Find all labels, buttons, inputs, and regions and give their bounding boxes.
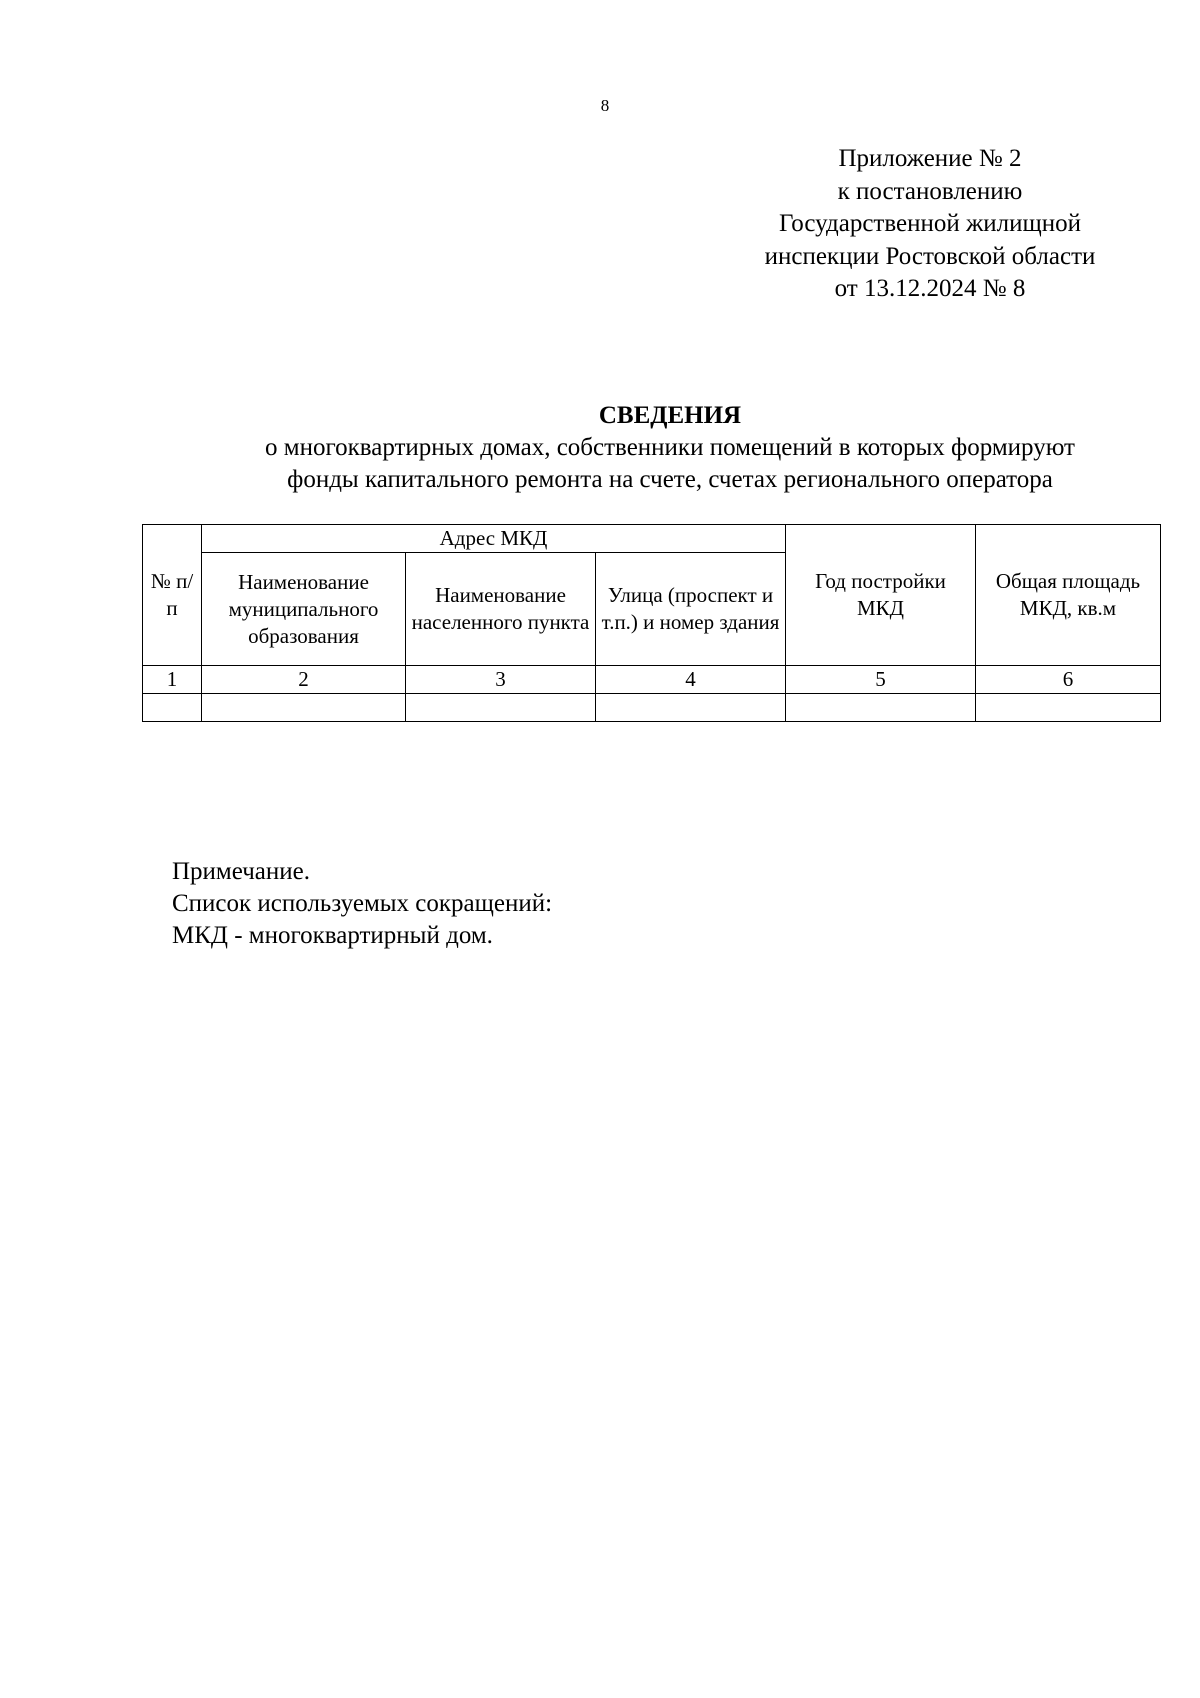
page-number: 8 bbox=[600, 96, 610, 115]
appendix-line: Приложение № 2 bbox=[838, 145, 1022, 172]
note-line: Примечание. bbox=[172, 858, 311, 885]
column-number-cell: 4 bbox=[596, 666, 786, 694]
table-cell bbox=[596, 694, 786, 722]
column-number-cell: 1 bbox=[143, 666, 202, 694]
column-number-cell: 5 bbox=[786, 666, 976, 694]
table-cell bbox=[202, 694, 406, 722]
note-line: Список используемых сокращений: bbox=[172, 890, 553, 917]
title-block bbox=[130, 400, 1200, 496]
table-cell bbox=[143, 694, 202, 722]
header-cell-municipality: Наименование муниципального образования bbox=[202, 553, 406, 666]
document-subtitle bbox=[130, 432, 1200, 496]
table-header-row bbox=[143, 525, 1161, 553]
note-block bbox=[172, 856, 552, 952]
table-row bbox=[143, 694, 1161, 722]
header-cell-year: Год постройки МКД bbox=[786, 525, 976, 666]
note-line: МКД - многоквартирный дом. bbox=[172, 922, 493, 949]
table-cell bbox=[786, 694, 976, 722]
column-number-cell: 2 bbox=[202, 666, 406, 694]
appendix-line: от 13.12.2024 № 8 bbox=[834, 275, 1026, 302]
subtitle-line: фонды капитального ремонта на счете, счетах регионального оператора bbox=[287, 466, 1053, 493]
appendix-block bbox=[740, 143, 1120, 306]
column-number-cell: 6 bbox=[976, 666, 1161, 694]
column-number-cell: 3 bbox=[406, 666, 596, 694]
appendix-line: Государственной жилищной bbox=[778, 210, 1082, 237]
appendix-line: к постановлению bbox=[837, 177, 1023, 205]
document-title: СВЕДЕНИЯ bbox=[598, 402, 742, 429]
mkd-table bbox=[142, 524, 1161, 722]
header-cell-street: Улица (проспект и т.п.) и номер здания bbox=[596, 553, 786, 666]
header-cell-number: № п/п bbox=[143, 525, 202, 666]
table-numbering-row bbox=[143, 666, 1161, 694]
subtitle-line: о многоквартирных домах, собственники помещений в которых формируют bbox=[265, 434, 1075, 461]
header-cell-address: Адрес МКД bbox=[202, 525, 786, 553]
header-cell-settlement: Наименование населенного пункта bbox=[406, 553, 596, 666]
appendix-line: инспекции Ростовской области bbox=[764, 242, 1096, 270]
table-cell bbox=[976, 694, 1161, 722]
table-cell bbox=[406, 694, 596, 722]
header-cell-area: Общая площадь МКД, кв.м bbox=[976, 525, 1161, 666]
